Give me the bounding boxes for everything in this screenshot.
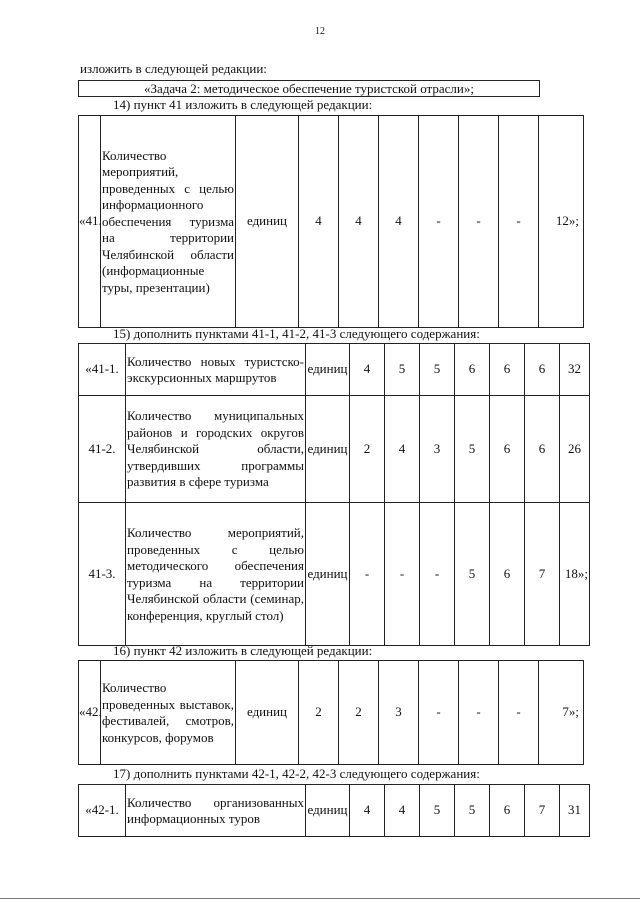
item-15-text: 15) дополнить пунктами 41-1, 41-2, 41-3 следующего содержания: (113, 326, 480, 341)
value-cell: 5 (455, 785, 490, 837)
value-cell: - (385, 503, 420, 646)
value-cell: 6 (525, 344, 560, 396)
value-cell: 6 (455, 344, 490, 396)
value-cell: 4 (339, 116, 379, 328)
unit-cell: единиц (306, 396, 350, 503)
item-number: «42-1. (79, 785, 126, 837)
unit-cell: единиц (306, 503, 350, 646)
value-cell: 4 (379, 116, 419, 328)
value-cell: - (419, 116, 459, 328)
value-cell: 3 (379, 661, 419, 765)
total-cell: 7»; (539, 661, 584, 765)
table-row (79, 785, 590, 837)
total-cell: 31 (560, 785, 590, 837)
table-row-42 (78, 660, 584, 765)
value-cell: 6 (525, 396, 560, 503)
table-row (79, 661, 584, 765)
indicator-description: Количество муниципальных районов и городских округов Челябинской области, утвердивших программы развития в сфере туризма (126, 396, 306, 503)
item-17-text: 17) дополнить пунктами 42-1, 42-2, 42-3 следующего содержания: (113, 766, 480, 781)
value-cell: 4 (385, 396, 420, 503)
total-cell: 32 (560, 344, 590, 396)
indicator-description: Количество организованных информационных туров (126, 785, 306, 837)
table-row-41 (78, 115, 584, 328)
table-row (79, 396, 590, 503)
intro-text: изложить в следующей редакции: (80, 61, 267, 76)
value-cell: - (499, 661, 539, 765)
item-number: 41-2. (79, 396, 126, 503)
total-cell: 26 (560, 396, 590, 503)
indicator-description: Количество мероприятий, проведенных с целью информационного обеспечения туризма на территории Челябинской области (информационные туры, презентации) (101, 116, 236, 328)
value-cell: 6 (490, 503, 525, 646)
value-cell: 5 (385, 344, 420, 396)
value-cell: - (420, 503, 455, 646)
item-number: «41-1. (79, 344, 126, 396)
value-cell: 2 (299, 661, 339, 765)
item-number: «42. (79, 661, 101, 765)
total-cell: 12»; (539, 116, 584, 328)
value-cell: 5 (455, 396, 490, 503)
page-bottom-edge (0, 898, 640, 899)
value-cell: 5 (420, 344, 455, 396)
value-cell: - (459, 116, 499, 328)
indicator-description: Количество мероприятий, проведенных с целью методического обеспечения туризма на территории Челябинской области (семинар, конференция, круглый стол) (126, 503, 306, 646)
total-cell: 18»; (560, 503, 590, 646)
value-cell: - (419, 661, 459, 765)
value-cell: 3 (420, 396, 455, 503)
value-cell: 4 (385, 785, 420, 837)
value-cell: 5 (420, 785, 455, 837)
value-cell: 4 (299, 116, 339, 328)
item-16-text: 16) пункт 42 изложить в следующей редакции: (113, 643, 373, 658)
table-row (79, 116, 584, 328)
value-cell: - (459, 661, 499, 765)
value-cell: 6 (490, 396, 525, 503)
item-number: «41. (79, 116, 101, 328)
value-cell: 2 (350, 396, 385, 503)
value-cell: 6 (490, 785, 525, 837)
table-rows-41x (78, 343, 590, 646)
value-cell: 4 (350, 344, 385, 396)
table-row-42-1 (78, 784, 590, 837)
value-cell: 6 (490, 344, 525, 396)
value-cell: 4 (350, 785, 385, 837)
indicator-description: Количество новых туристско-экскурсионных маршрутов (126, 344, 306, 396)
value-cell: 2 (339, 661, 379, 765)
value-cell: 7 (525, 503, 560, 646)
value-cell: 5 (455, 503, 490, 646)
table-row (79, 344, 590, 396)
unit-cell: единиц (236, 661, 299, 765)
unit-cell: единиц (306, 785, 350, 837)
unit-cell: единиц (236, 116, 299, 328)
value-cell: 7 (525, 785, 560, 837)
value-cell: - (350, 503, 385, 646)
item-number: 41-3. (79, 503, 126, 646)
unit-cell: единиц (306, 344, 350, 396)
task-box: «Задача 2: методическое обеспечение туристской отрасли»; (78, 80, 540, 97)
item-14-text: 14) пункт 41 изложить в следующей редакции: (113, 97, 373, 112)
indicator-description: Количество проведенных выставок, фестивалей, смотров, конкурсов, форумов (101, 661, 236, 765)
value-cell: - (499, 116, 539, 328)
page-number: 12 (315, 26, 325, 37)
table-row (79, 503, 590, 646)
